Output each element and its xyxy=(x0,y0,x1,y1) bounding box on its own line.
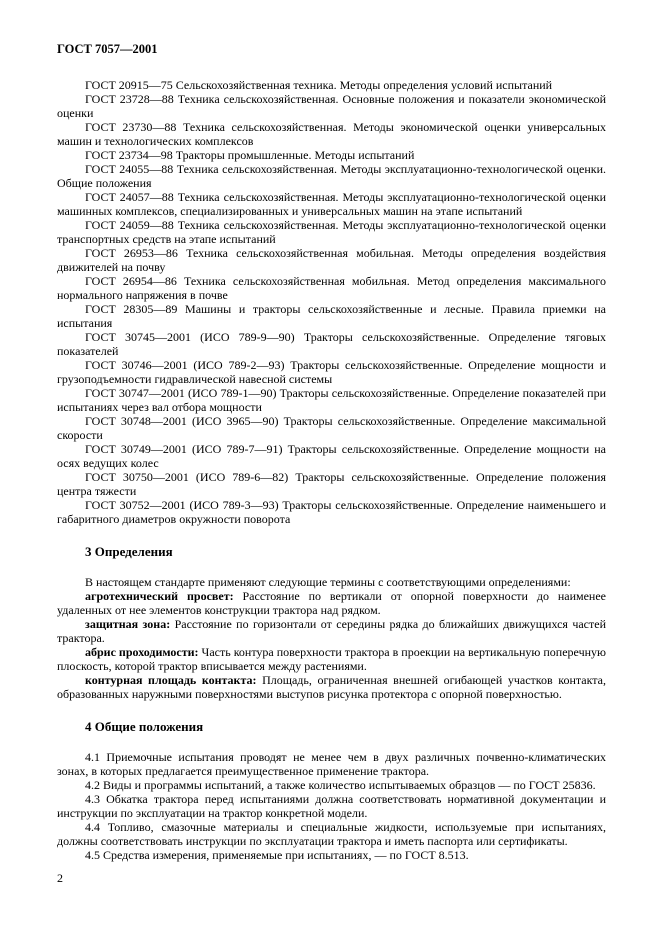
references-list xyxy=(57,78,606,526)
doc-header: ГОСТ 7057—2001 xyxy=(57,42,158,56)
definition-text: Расстояние по вертикали от опорной поверхности до наименее удаленных от нее элементов конструкции трактора над рядком. xyxy=(57,589,607,617)
section-4-body xyxy=(57,750,606,862)
section-4-paragraph: 4.2 Виды и программы испытаний, а также количество испытываемых образцов — по ГОСТ 25836. xyxy=(85,778,596,792)
page-number: 2 xyxy=(57,871,63,885)
section-4-title: 4 Общие положения xyxy=(85,719,204,734)
definition-term: защитная зона: xyxy=(85,617,171,631)
definition-item xyxy=(57,617,606,645)
reference-item: ГОСТ 24055—88 Техника сельскохозяйственная. Методы эксплуатационно-технологической оценки. Общие положения xyxy=(57,162,606,190)
section-4-paragraph: 4.3 Обкатка трактора перед испытаниями должна соответствовать нормативной документации и инструкции по эксплуатации на трактор конкретной модели. xyxy=(57,792,606,820)
definition-text: Площадь, ограниченная внешней огибающей участков контакта, образованных наружными поверхностями выступов рисунка протектора с опорной поверхностью. xyxy=(57,673,607,701)
definition-term: абрис проходимости: xyxy=(85,645,199,659)
reference-item: ГОСТ 30749—2001 (ИСО 789-7—91) Тракторы сельскохозяйственные. Определение мощности на осях ведущих колес xyxy=(57,442,606,470)
reference-item: ГОСТ 26954—86 Техника сельскохозяйственная мобильная. Метод определения максимального нормального напряжения в почве xyxy=(57,274,606,302)
reference-item: ГОСТ 28305—89 Машины и тракторы сельскохозяйственные и лесные. Правила приемки на испытания xyxy=(57,302,606,330)
definition-term: контурная площадь контакта: xyxy=(85,673,257,687)
reference-item: ГОСТ 23728—88 Техника сельскохозяйственная. Основные положения и показатели экономической оценки xyxy=(57,92,606,120)
definition-item xyxy=(57,673,606,701)
reference-item: ГОСТ 20915—75 Сельскохозяйственная техника. Методы определения условий испытаний xyxy=(85,78,553,92)
reference-item: ГОСТ 30746—2001 (ИСО 789-2—93) Тракторы сельскохозяйственные. Определение мощности и грузоподъемности гидравлической навесной системы xyxy=(57,358,606,386)
section-4-paragraph: 4.1 Приемочные испытания проводят не менее чем в двух различных почвенно-климатических зонах, в которых предлагается преимущественное применение трактора. xyxy=(57,750,606,778)
reference-item: ГОСТ 30747—2001 (ИСО 789-1—90) Тракторы сельскохозяйственные. Определение показателей при испытаниях через вал отбора мощности xyxy=(57,386,606,414)
reference-item: ГОСТ 30745—2001 (ИСО 789-9—90) Тракторы сельскохозяйственные. Определение тяговых показателей xyxy=(57,330,606,358)
section-3-intro: В настоящем стандарте применяют следующие термины с соответствующими определениями: xyxy=(85,575,571,589)
section-4-paragraph: 4.4 Топливо, смазочные материалы и специальные жидкости, используемые при испытаниях, должны соответствовать инструкции по эксплуатации трактора и иметь паспорта или сертификаты. xyxy=(57,820,606,848)
reference-item: ГОСТ 24057—88 Техника сельскохозяйственная. Методы эксплуатационно-технологической оценки машинных комплексов, специализированных и универсальных машин на этапе испытаний xyxy=(57,190,606,218)
section-4-paragraph: 4.5 Средства измерения, применяемые при испытаниях, — по ГОСТ 8.513. xyxy=(85,848,469,862)
definition-text: Расстояние по горизонтали от середины рядка до ближайших движущихся частей трактора. xyxy=(57,617,607,645)
reference-item: ГОСТ 23734—98 Тракторы промышленные. Методы испытаний xyxy=(85,148,415,162)
reference-item: ГОСТ 30750—2001 (ИСО 789-6—82) Тракторы сельскохозяйственные. Определение положения центра тяжести xyxy=(57,470,606,498)
definition-text: Часть контура поверхности трактора в проекции на вертикальную поперечную плоскость, которой трактор вписывается между растениями. xyxy=(57,645,606,673)
definition-item xyxy=(57,645,606,673)
reference-item: ГОСТ 26953—86 Техника сельскохозяйственная мобильная. Методы определения воздействия движителей на почву xyxy=(57,246,606,274)
definition-term: агротехнический просвет: xyxy=(85,589,234,603)
section-3-body xyxy=(57,575,606,701)
reference-item: ГОСТ 30748—2001 (ИСО 3965—90) Тракторы сельскохозяйственные. Определение максимальной скорости xyxy=(57,414,606,442)
reference-item: ГОСТ 30752—2001 (ИСО 789-3—93) Тракторы сельскохозяйственные. Определение наименьшего и габаритного диаметров окружности поворота xyxy=(57,498,606,526)
definition-item xyxy=(57,589,606,617)
reference-item: ГОСТ 24059—88 Техника сельскохозяйственная. Методы эксплуатационно-технологической оценки транспортных средств на этапе испытаний xyxy=(57,218,606,246)
section-3-title: 3 Определения xyxy=(85,544,173,559)
reference-item: ГОСТ 23730—88 Техника сельскохозяйственная. Методы экономической оценки универсальных машин и технологических комплексов xyxy=(57,120,606,148)
